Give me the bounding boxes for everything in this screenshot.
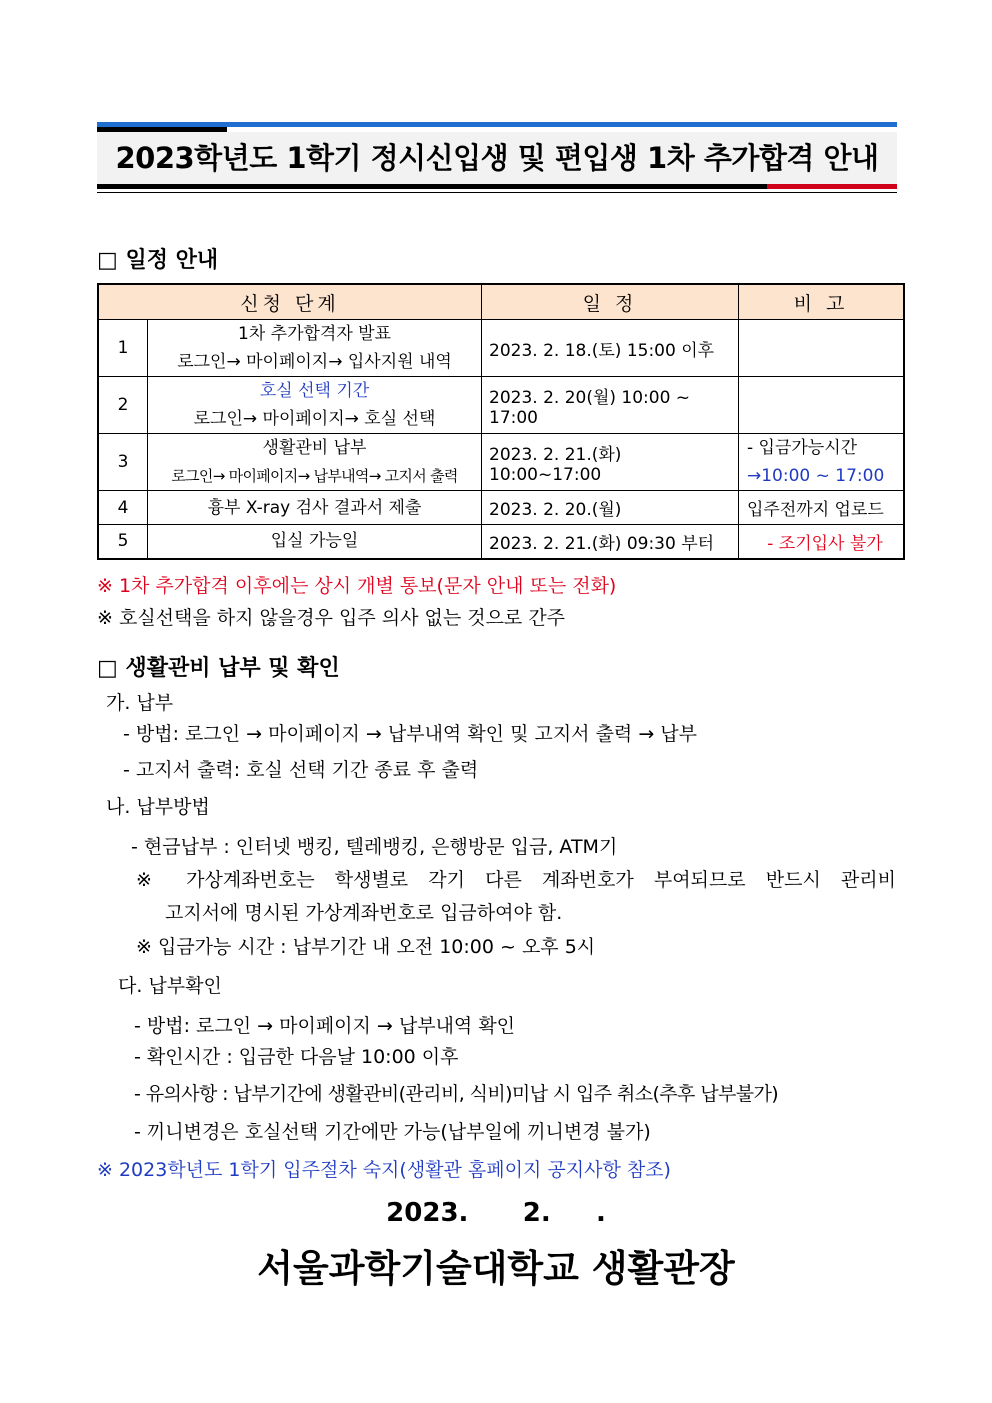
row-note: 입주전까지 업로드 [739, 491, 905, 525]
step-title: 1차 추가합격자 발표 [238, 324, 391, 344]
signature-organization: 서울과학기술대학교 생활관장 [257, 1247, 735, 1290]
row-date: 2023. 2. 20.(월) [482, 491, 739, 525]
row-date: 2023. 2. 21.(화) 09:30 부터 [482, 525, 739, 559]
row-date: 2023. 2. 20(월) 10:00 ~ 17:00 [482, 377, 739, 434]
header-step: 신청 단계 [98, 284, 482, 320]
table-row [98, 320, 904, 377]
title-banner [97, 122, 897, 194]
step-path: 로그인→ 마이페이지→ 호실 선택 [193, 409, 436, 429]
row-note [739, 434, 905, 491]
da-line1: - 방법: 로그인 → 마이페이지 → 납부내역 확인 [134, 1015, 516, 1037]
na-line1: - 현금납부 : 인터넷 뱅킹, 텔레뱅킹, 은행방문 입금, ATM기 [131, 836, 618, 858]
header-date: 일 정 [482, 284, 739, 320]
ga-line2: - 고지서 출력: 호실 선택 기간 종료 후 출력 [123, 759, 479, 781]
row-date: 2023. 2. 21.(화) 10:00~17:00 [482, 434, 739, 491]
na-line2: ※ 가상계좌번호는 학생별로 각기 다른 계좌번호가 부여되므로 반드시 관리비 [136, 869, 896, 891]
step-title: 입실 가능일 [148, 525, 482, 559]
table-row [98, 491, 904, 525]
row-note: - 조기입사 불가 [739, 525, 905, 559]
row-note [739, 320, 905, 377]
na-line3: 고지서에 명시된 가상계좌번호로 입금하여야 함. [165, 902, 563, 924]
step-title: 생활관비 납부 [262, 438, 367, 458]
title-bottom-red-bar [767, 184, 897, 189]
page-title: 2023학년도 1학기 정시신입생 및 편입생 1차 추가합격 안내 [115, 141, 879, 175]
footer-note: ※ 2023학년도 1학기 입주절차 숙지(생활관 홈페이지 공지사항 참조) [97, 1159, 671, 1181]
schedule-heading: □ 일정 안내 [97, 248, 219, 273]
row-number: 3 [98, 434, 148, 491]
note-time: →10:00 ~ 17:00 [747, 466, 885, 486]
row-number: 4 [98, 491, 148, 525]
schedule-table [97, 283, 905, 560]
da-title: 다. 납부확인 [118, 975, 222, 997]
row-date: 2023. 2. 18.(토) 15:00 이후 [482, 320, 739, 377]
da-line4: - 끼니변경은 호실선택 기간에만 가능(납부일에 끼니변경 불가) [134, 1121, 651, 1143]
row-step [148, 320, 482, 377]
step-title: 호실 선택 기간 [259, 381, 370, 401]
table-row [98, 377, 904, 434]
row-step [148, 377, 482, 434]
row-number: 1 [98, 320, 148, 377]
row-note [739, 377, 905, 434]
da-line2: - 확인시간 : 입금한 다음날 10:00 이후 [134, 1046, 459, 1068]
na-line4: ※ 입금가능 시간 : 납부기간 내 오전 10:00 ~ 오후 5시 [136, 936, 596, 958]
row-number: 5 [98, 525, 148, 559]
payment-heading: □ 생활관비 납부 및 확인 [97, 656, 340, 681]
notice-individual: ※ 1차 추가합격 이후에는 상시 개별 통보(문자 안내 또는 전화) [97, 575, 617, 597]
table-row [98, 434, 904, 491]
ga-line1: - 방법: 로그인 → 마이페이지 → 납부내역 확인 및 고지서 출력 → 납부 [123, 723, 697, 745]
table-row [98, 525, 904, 559]
title-bottom-thin-line [97, 192, 897, 193]
header-note: 비 고 [739, 284, 905, 320]
row-number: 2 [98, 377, 148, 434]
table-header-row [98, 284, 904, 320]
notice-room-selection: ※ 호실선택을 하지 않을경우 입주 의사 없는 것으로 간주 [97, 607, 566, 629]
row-step [148, 434, 482, 491]
note-line: - 입금가능시간 [747, 438, 858, 458]
ga-title: 가. 납부 [106, 692, 174, 714]
step-title: 흉부 X-ray 검사 결과서 제출 [148, 491, 482, 525]
step-path: 로그인→ 마이페이지→ 납부내역→ 고지서 출력 [171, 467, 458, 485]
signature-date: 2023. 2. . [386, 1198, 606, 1228]
da-line3: - 유의사항 : 납부기간에 생활관비(관리비, 식비)미납 시 입주 취소(추후 납부불가) [134, 1083, 779, 1105]
na-title: 나. 납부방법 [106, 796, 210, 818]
step-path: 로그인→ 마이페이지→ 입사지원 내역 [177, 352, 452, 372]
